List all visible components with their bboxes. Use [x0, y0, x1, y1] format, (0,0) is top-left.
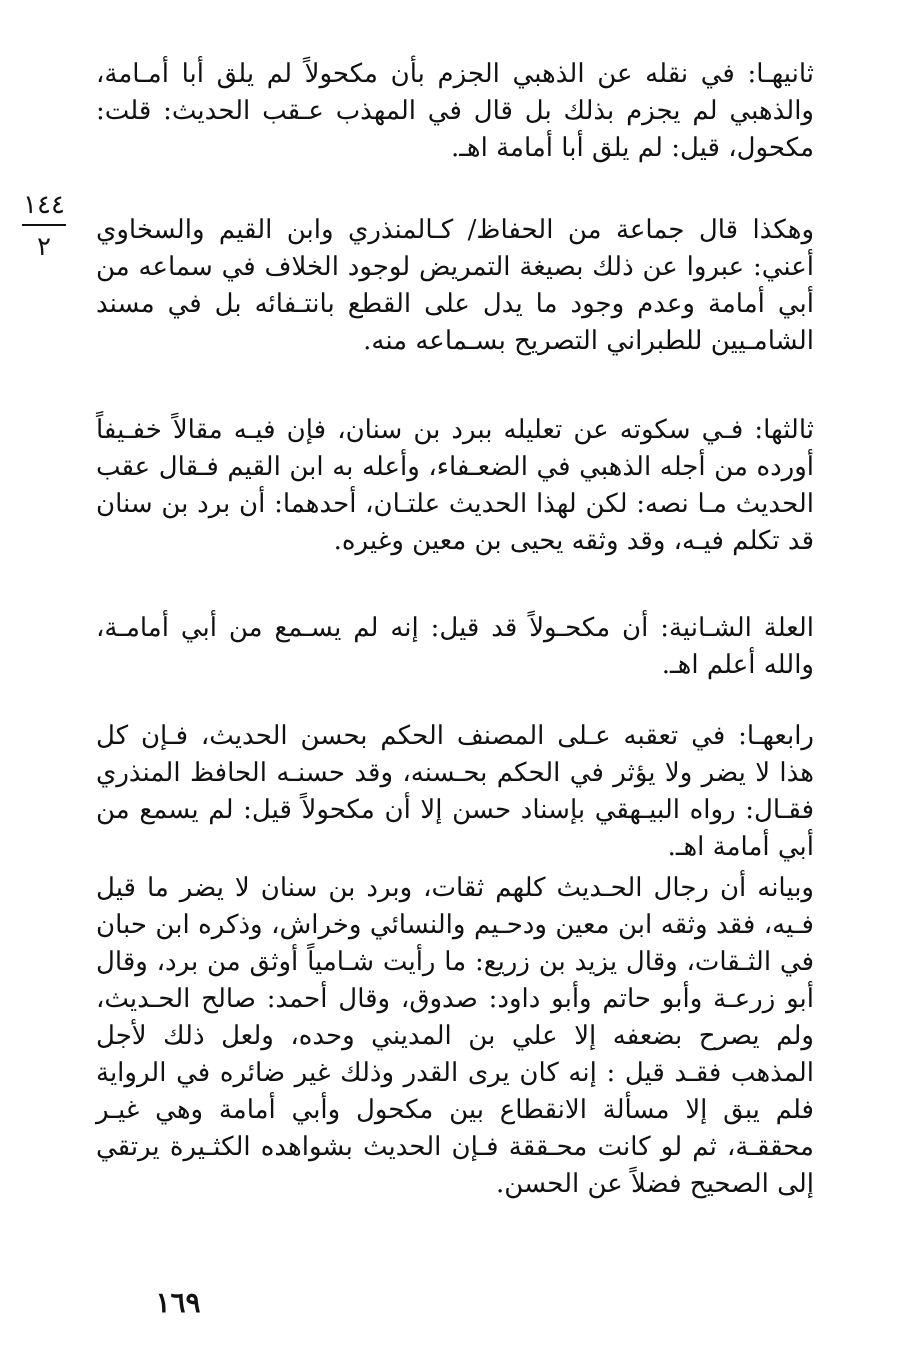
paragraph-second-defect: العلة الشـانية: أن مكحـولاً قد قيل: إنه لم يسـمع من أبي أمامـة، والله أعلم اهـ.	[96, 613, 814, 680]
page-number: ١٦٩	[155, 1286, 201, 1319]
margin-reference-part: ٢	[37, 232, 51, 262]
margin-reference-divider	[22, 224, 66, 226]
paragraph-huffaz-opinion: وهكذا قال جماعة من الحفاظ/ كـالمنذري وابن القيم والسخاوي أعني: عبروا عن ذلك بصيغة التمريض لوجود الخلاف في سماعه من أبي أمامة وعدم وجود ما يدل على القطع بانتـفائه بل في مسند الشامـيين للطبراني التصريح بسـماعه منه.	[96, 215, 814, 356]
paragraph-third-point: ثالثها: فـي سكوته عن تعليله ببرد بن سنان، فإن فيـه مقالاً خفـيفاً أورده من أجله الذهبي في الضعـفاء، وأعله به ابن القيم فـقال عقب الحديث مـا نصه: لكن لهذا الحديث علتـان، أحدهما: أن برد بن سنان قد تكلم فيـه، وقد وثقه يحيى بن معين وغيره.	[96, 415, 814, 556]
paragraph-fourth-point: رابعهـا: في تعقبه عـلى المصنف الحكم بحسن الحديث، فـإن كل هذا لا يضر ولا يؤثر في الحكم بحـسنه، وقد حسنـه الحافظ المنذري فقـال: رواه البيـهقي بإسناد حسن إلا أن مكحولاً قيل: لم يسمع من أبي أمامة اهـ.	[96, 721, 814, 862]
paragraph-second-point: ثانيهـا: في نقله عن الذهبي الجزم بأن مكحولاً لم يلق أبا أمـامة، والذهبي لم يجزم بذلك بل قال في المهذب عـقب الحديث: قلت: مكحول، قيل: لم يلق أبا أمامة اهـ.	[96, 59, 814, 163]
margin-reference	[16, 190, 72, 262]
paragraph-explanation: وبيانه أن رجال الحـديث كلهم ثقات، وبرد بن سنان لا يضر ما قيل فـيه، فقد وثقه ابن معين ودحـيم والنسائي وخراش، وذكره ابن حبان في الثـقات، وقال يزيد بن زريع: ما رأيت شـامياً أوثق من برد، وقال أبو زرعـة وأبو حاتم وأبو داود: صدوق، وقال أحمد: صالح الحـديث، ولم يصرح بضعفه إلا علي بن المديني وحده، ولعل ذلك لأجل المذهب فقـد قيل : إنه كان يرى القدر وذلك غير ضائره في الرواية فلم يبق إلا مسألة الانقطاع بين مكحول وأبي أمامة وهي غيـر محققـة، ثم لو كانت محـققة فـإن الحديث بشواهده الكثـيرة يرتقي إلى الصحيح فضلاً عن الحسن.	[96, 873, 814, 1199]
margin-reference-volume-page: ١٤٤	[23, 190, 65, 220]
